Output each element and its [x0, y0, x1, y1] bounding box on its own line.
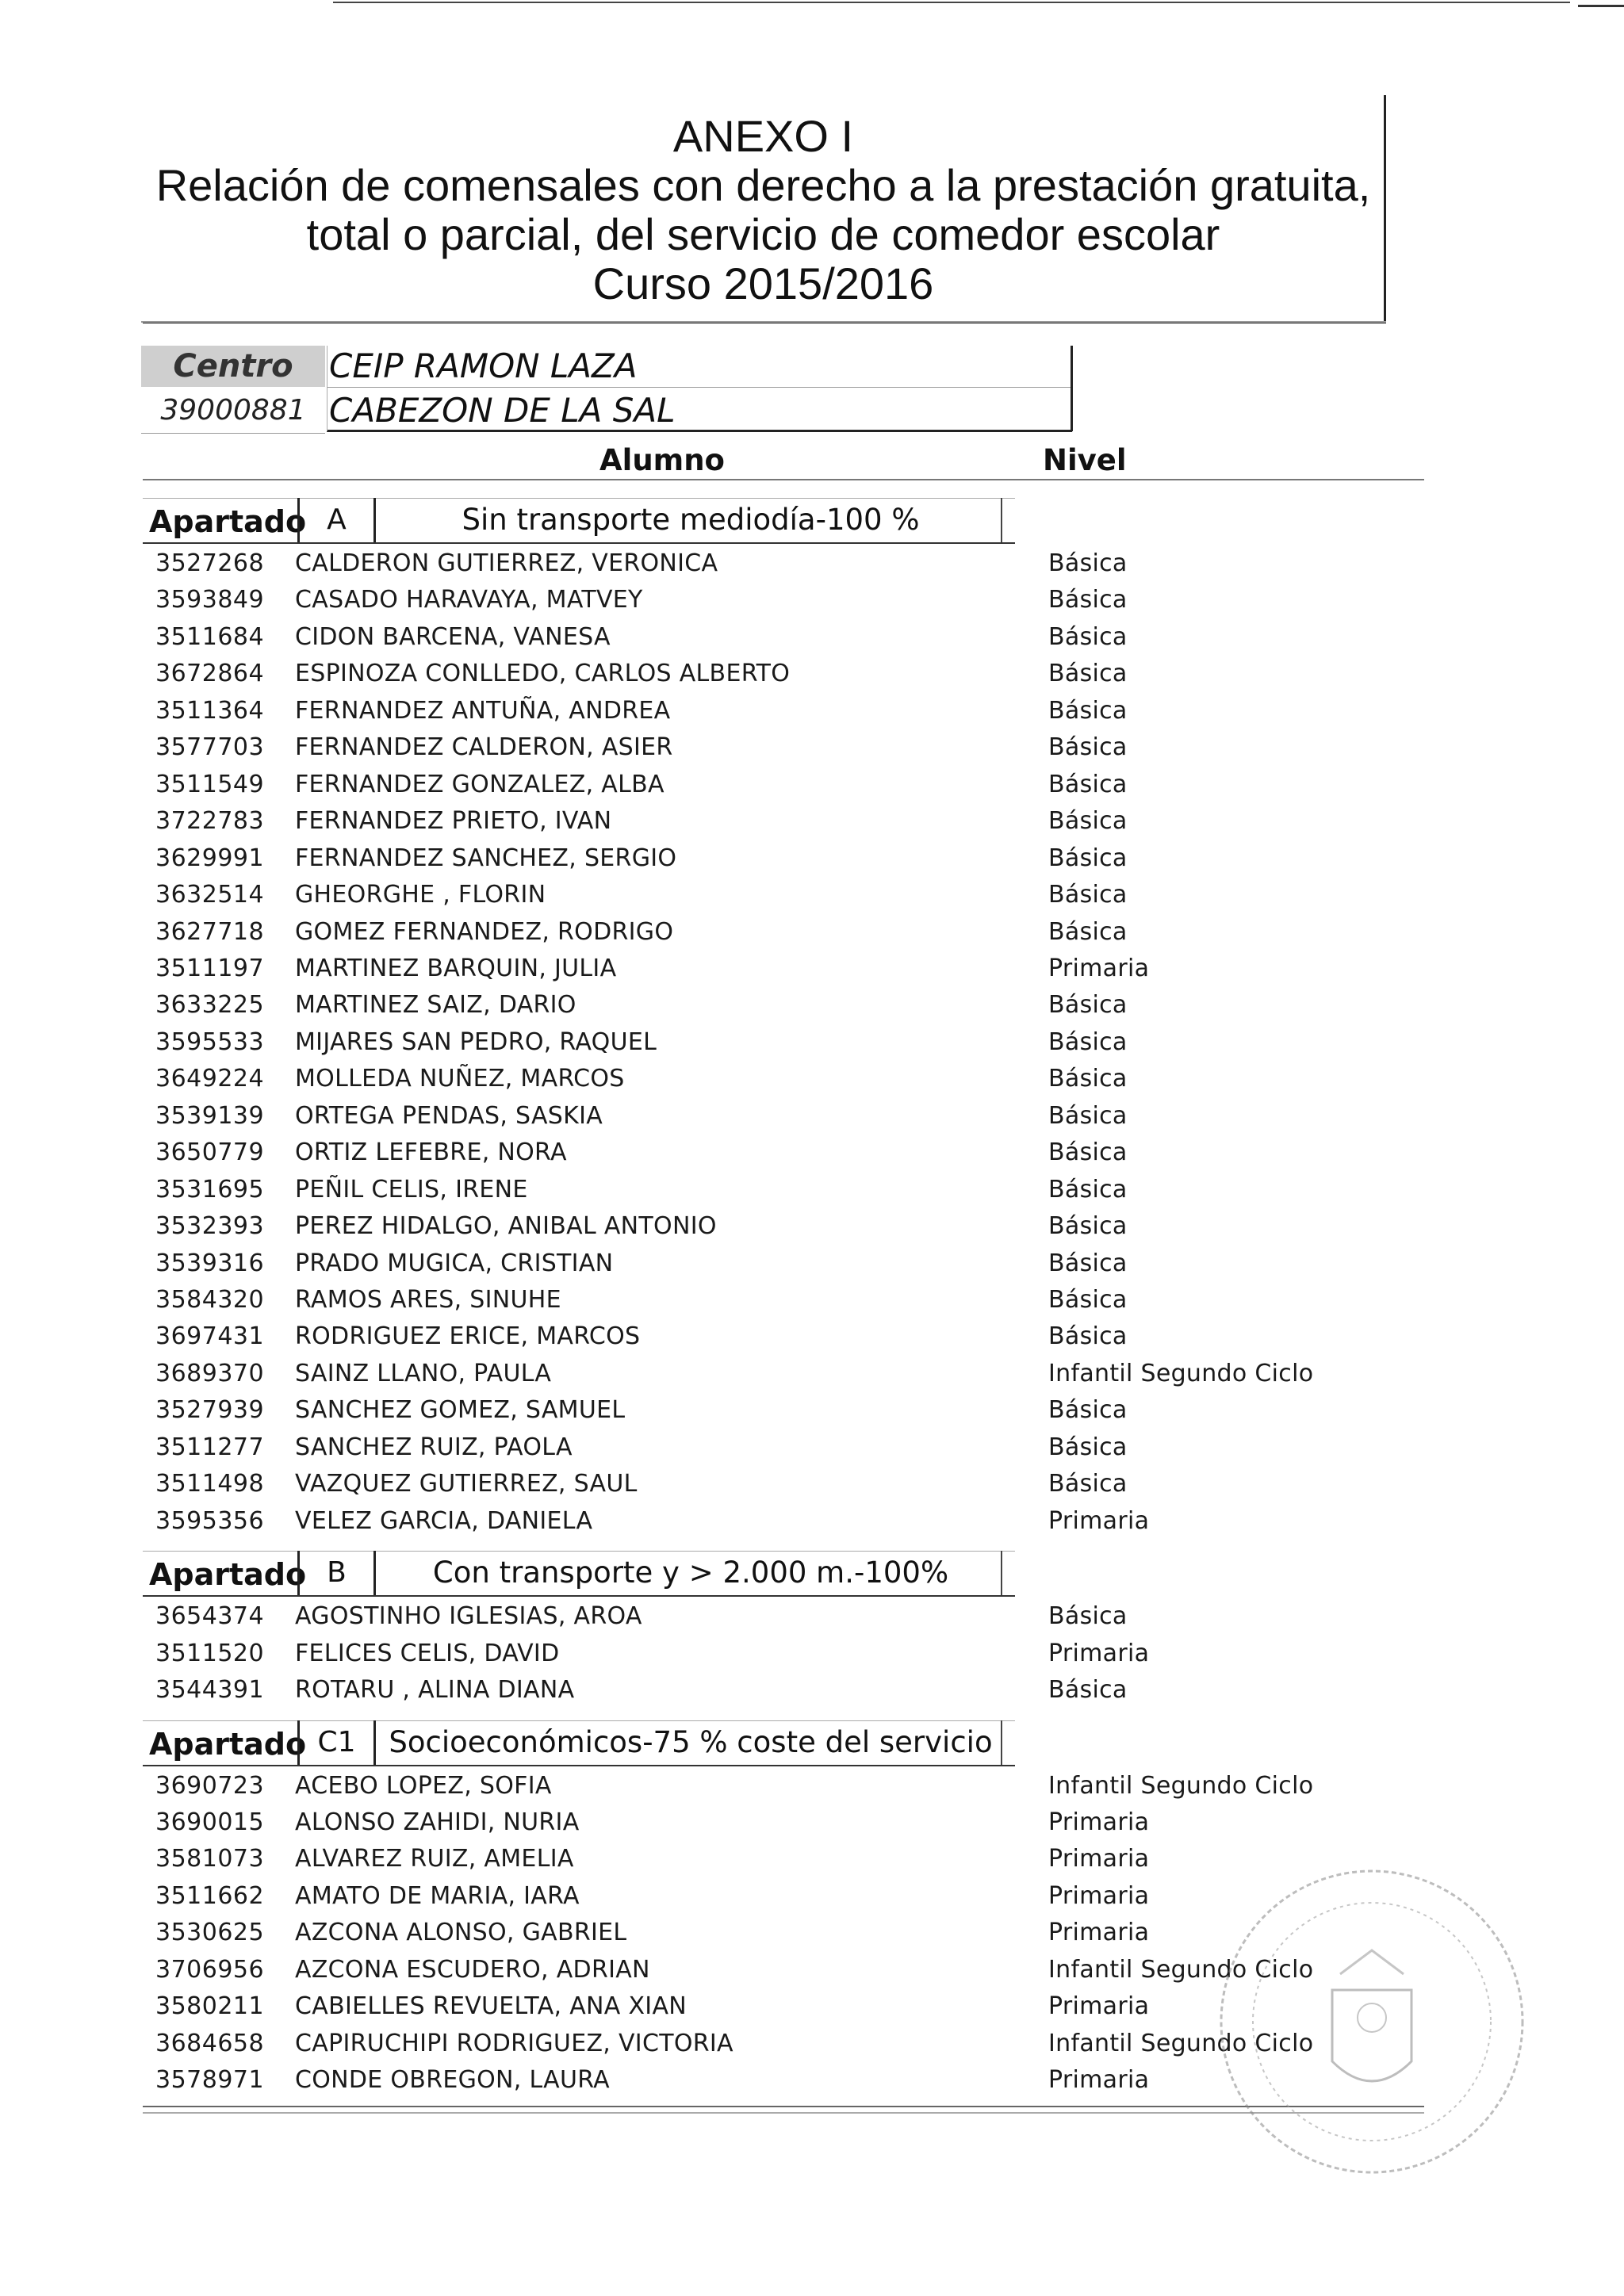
title-line-2: Relación de comensales con derecho a la prestación gratuita, — [155, 160, 1371, 210]
student-level: Infantil Segundo Ciclo — [1048, 1359, 1314, 1387]
student-level: Básica — [1048, 1101, 1128, 1130]
student-level: Básica — [1048, 622, 1128, 651]
student-name: FERNANDEZ PRIETO, IVAN — [295, 807, 612, 836]
student-row — [143, 1246, 1491, 1282]
student-id: 3593849 — [155, 586, 265, 614]
student-name: ALVAREZ RUIZ, AMELIA — [295, 1845, 574, 1873]
student-id: 3532393 — [155, 1212, 265, 1241]
centro-divider — [327, 387, 1072, 388]
student-name: AMATO DE MARIA, IARA — [295, 1881, 580, 1910]
student-level: Primaria — [1048, 1881, 1150, 1910]
student-name: ORTIZ LEFEBRE, NORA — [295, 1138, 567, 1167]
centro-name: CEIP RAMON LAZA — [329, 346, 638, 385]
student-id: 3581073 — [155, 1845, 265, 1873]
student-id: 3654374 — [155, 1602, 265, 1631]
student-level: Básica — [1048, 733, 1128, 762]
student-level: Básica — [1048, 1027, 1128, 1056]
student-name: RAMOS ARES, SINUHE — [295, 1286, 561, 1314]
student-name: CAPIRUCHIPI RODRIGUEZ, VICTORIA — [295, 2029, 733, 2057]
student-row — [143, 1636, 1491, 1672]
student-level: Básica — [1048, 1249, 1128, 1277]
centro-border-right — [1071, 346, 1073, 431]
student-level: Infantil Segundo Ciclo — [1048, 1771, 1314, 1800]
student-id: 3578971 — [155, 2066, 265, 2095]
title-line-3: total o parcial, del servicio de comedor escolar — [306, 209, 1220, 259]
student-id: 3511520 — [155, 1639, 265, 1667]
student-level: Básica — [1048, 770, 1128, 798]
student-id: 3580211 — [155, 1992, 265, 2021]
student-level: Básica — [1048, 660, 1128, 688]
student-name: AZCONA ALONSO, GABRIEL — [295, 1919, 627, 1947]
section-header — [143, 1551, 1015, 1598]
student-name: MARTINEZ SAIZ, DARIO — [295, 991, 576, 1020]
student-row — [143, 1672, 1491, 1709]
student-id: 3577703 — [155, 733, 265, 762]
student-id: 3539316 — [155, 1249, 265, 1277]
student-level: Básica — [1048, 549, 1128, 577]
student-id: 3690015 — [155, 1808, 265, 1836]
student-row — [143, 1024, 1491, 1061]
student-row — [143, 987, 1491, 1024]
student-name: RODRIGUEZ ERICE, MARCOS — [295, 1322, 641, 1351]
section-header-bottom-rule — [143, 542, 1015, 544]
student-level: Básica — [1048, 1602, 1128, 1631]
student-id: 3530625 — [155, 1919, 265, 1947]
section-label: Apartado — [149, 504, 307, 539]
student-row — [143, 1466, 1491, 1502]
centro-city: CABEZON DE LA SAL — [329, 391, 676, 430]
student-level: Básica — [1048, 1470, 1128, 1498]
student-id: 3697431 — [155, 1322, 265, 1351]
student-name: ACEBO LOPEZ, SOFIA — [295, 1771, 552, 1800]
student-id: 3649224 — [155, 1065, 265, 1093]
student-id: 3633225 — [155, 991, 265, 1020]
student-row — [143, 1282, 1491, 1318]
student-row — [143, 656, 1491, 692]
student-level: Básica — [1048, 881, 1128, 909]
student-id: 3544391 — [155, 1676, 265, 1705]
student-name: SAINZ LLANO, PAULA — [295, 1359, 552, 1387]
section-header — [143, 1720, 1015, 1768]
student-id: 3706956 — [155, 1955, 265, 1984]
section-code: A — [297, 498, 376, 542]
student-level: Básica — [1048, 1322, 1128, 1351]
student-id: 3722783 — [155, 807, 265, 836]
student-level: Básica — [1048, 586, 1128, 614]
student-id: 3511549 — [155, 770, 265, 798]
student-id: 3511684 — [155, 622, 265, 651]
centro-border-bottom — [327, 430, 1072, 432]
centro-code-underline — [141, 433, 325, 434]
student-name: CIDON BARCENA, VANESA — [295, 622, 611, 651]
student-row — [143, 1392, 1491, 1429]
student-row — [143, 1208, 1491, 1245]
student-name: CONDE OBREGON, LAURA — [295, 2066, 610, 2095]
student-level: Básica — [1048, 917, 1128, 946]
section-label: Apartado — [149, 1726, 307, 1762]
section-code: B — [297, 1551, 376, 1595]
student-id: 3511364 — [155, 696, 265, 725]
student-name: VELEZ GARCIA, DANIELA — [295, 1506, 593, 1535]
student-row — [143, 582, 1491, 618]
student-name: PRADO MUGICA, CRISTIAN — [295, 1249, 614, 1277]
student-name: AGOSTINHO IGLESIAS, AROA — [295, 1602, 642, 1631]
student-id: 3511197 — [155, 954, 265, 982]
student-level: Básica — [1048, 1676, 1128, 1705]
student-id: 3511277 — [155, 1433, 265, 1461]
student-name: CALDERON GUTIERREZ, VERONICA — [295, 549, 718, 577]
student-name: AZCONA ESCUDERO, ADRIAN — [295, 1955, 650, 1984]
student-row — [143, 1503, 1491, 1540]
student-level: Primaria — [1048, 1919, 1150, 1947]
column-header-alumno: Alumno — [599, 443, 725, 477]
student-row — [143, 877, 1491, 913]
student-name: ORTEGA PENDAS, SASKIA — [295, 1101, 603, 1130]
student-name: GOMEZ FERNANDEZ, RODRIGO — [295, 917, 674, 946]
student-id: 3595356 — [155, 1506, 265, 1535]
section-header-bottom-rule — [143, 1765, 1015, 1766]
student-name: MARTINEZ BARQUIN, JULIA — [295, 954, 617, 982]
student-id: 3527939 — [155, 1396, 265, 1425]
student-name: FELICES CELIS, DAVID — [295, 1639, 560, 1667]
section-description: Con transporte y > 2.000 m.-100% — [381, 1551, 1002, 1595]
student-row — [143, 1429, 1491, 1466]
student-level: Primaria — [1048, 1992, 1150, 2021]
student-level: Básica — [1048, 844, 1128, 872]
student-level: Básica — [1048, 1212, 1128, 1241]
student-id: 3584320 — [155, 1286, 265, 1314]
student-name: ESPINOZA CONLLEDO, CARLOS ALBERTO — [295, 660, 791, 688]
student-id: 3627718 — [155, 917, 265, 946]
student-row — [143, 545, 1491, 582]
centro-block — [141, 346, 1073, 434]
column-header-nivel: Nivel — [1043, 443, 1127, 477]
student-name: SANCHEZ RUIZ, PAOLA — [295, 1433, 573, 1461]
student-id: 3527268 — [155, 549, 265, 577]
student-id: 3650779 — [155, 1138, 265, 1167]
student-row — [143, 729, 1491, 766]
student-name: VAZQUEZ GUTIERREZ, SAUL — [295, 1470, 638, 1498]
student-row — [143, 803, 1491, 840]
student-row — [143, 840, 1491, 877]
student-name: FERNANDEZ SANCHEZ, SERGIO — [295, 844, 677, 872]
official-seal-icon — [1213, 1855, 1530, 2188]
section-label: Apartado — [149, 1557, 307, 1593]
student-id: 3629991 — [155, 844, 265, 872]
student-name: MIJARES SAN PEDRO, RAQUEL — [295, 1027, 657, 1056]
student-name: FERNANDEZ GONZALEZ, ALBA — [295, 770, 665, 798]
student-row — [143, 1172, 1491, 1208]
section-header — [143, 498, 1015, 545]
student-row — [143, 914, 1491, 951]
student-level: Primaria — [1048, 1808, 1150, 1836]
student-level: Primaria — [1048, 1639, 1150, 1667]
student-id: 3672864 — [155, 660, 265, 688]
student-id: 3632514 — [155, 881, 265, 909]
student-name: PEREZ HIDALGO, ANIBAL ANTONIO — [295, 1212, 717, 1241]
centro-code: 39000881 — [160, 394, 306, 427]
student-level: Básica — [1048, 1138, 1128, 1167]
student-id: 3689370 — [155, 1359, 265, 1387]
student-name: ALONSO ZAHIDI, NURIA — [295, 1808, 580, 1836]
student-row — [143, 1318, 1491, 1355]
student-row — [143, 1804, 1491, 1841]
student-level: Básica — [1048, 1065, 1128, 1093]
student-row — [143, 1598, 1491, 1635]
student-id: 3684658 — [155, 2029, 265, 2057]
student-name: PEÑIL CELIS, IRENE — [295, 1175, 528, 1203]
title-line-1: ANEXO I — [672, 111, 854, 161]
student-name: SANCHEZ GOMEZ, SAMUEL — [295, 1396, 626, 1425]
header-rule — [143, 479, 1424, 480]
section-description: Sin transporte mediodía-100 % — [381, 498, 1002, 542]
student-row — [143, 693, 1491, 729]
student-level: Infantil Segundo Ciclo — [1048, 2029, 1314, 2057]
title-underline — [141, 321, 1386, 323]
student-row — [143, 1135, 1491, 1171]
top-rule — [333, 2, 1570, 3]
student-id: 3531695 — [155, 1175, 265, 1203]
student-name: CABIELLES REVUELTA, ANA XIAN — [295, 1992, 688, 2021]
student-name: GHEORGHE , FLORIN — [295, 881, 546, 909]
student-level: Básica — [1048, 807, 1128, 836]
student-name: CASADO HARAVAYA, MATVEY — [295, 586, 643, 614]
title-box — [143, 95, 1386, 323]
student-name: MOLLEDA NUÑEZ, MARCOS — [295, 1065, 625, 1093]
student-row — [143, 767, 1491, 803]
student-id: 3511498 — [155, 1470, 265, 1498]
student-level: Básica — [1048, 1286, 1128, 1314]
student-row — [143, 951, 1491, 987]
top-rule-right — [1578, 5, 1624, 7]
student-row — [143, 1356, 1491, 1392]
section-description: Socioeconómicos-75 % coste del servicio — [381, 1720, 1002, 1765]
student-name: FERNANDEZ CALDERON, ASIER — [295, 733, 673, 762]
student-row — [143, 1768, 1491, 1804]
student-level: Básica — [1048, 1396, 1128, 1425]
student-level: Infantil Segundo Ciclo — [1048, 1955, 1314, 1984]
student-id: 3511662 — [155, 1881, 265, 1910]
student-level: Primaria — [1048, 1506, 1150, 1535]
student-row — [143, 619, 1491, 656]
student-name: ROTARU , ALINA DIANA — [295, 1676, 575, 1705]
student-level: Primaria — [1048, 954, 1150, 982]
section-code: C1 — [297, 1720, 376, 1765]
centro-label: Centro — [141, 346, 325, 387]
section-header-bottom-rule — [143, 1595, 1015, 1597]
student-id: 3690723 — [155, 1771, 265, 1800]
student-id: 3595533 — [155, 1027, 265, 1056]
student-level: Básica — [1048, 696, 1128, 725]
student-level: Básica — [1048, 991, 1128, 1020]
student-level: Primaria — [1048, 2066, 1150, 2095]
student-row — [143, 1061, 1491, 1097]
student-level: Básica — [1048, 1433, 1128, 1461]
student-row — [143, 1098, 1491, 1135]
student-level: Primaria — [1048, 1845, 1150, 1873]
title-line-4: Curso 2015/2016 — [592, 258, 934, 308]
student-level: Básica — [1048, 1175, 1128, 1203]
student-name: FERNANDEZ ANTUÑA, ANDREA — [295, 696, 671, 725]
student-id: 3539139 — [155, 1101, 265, 1130]
